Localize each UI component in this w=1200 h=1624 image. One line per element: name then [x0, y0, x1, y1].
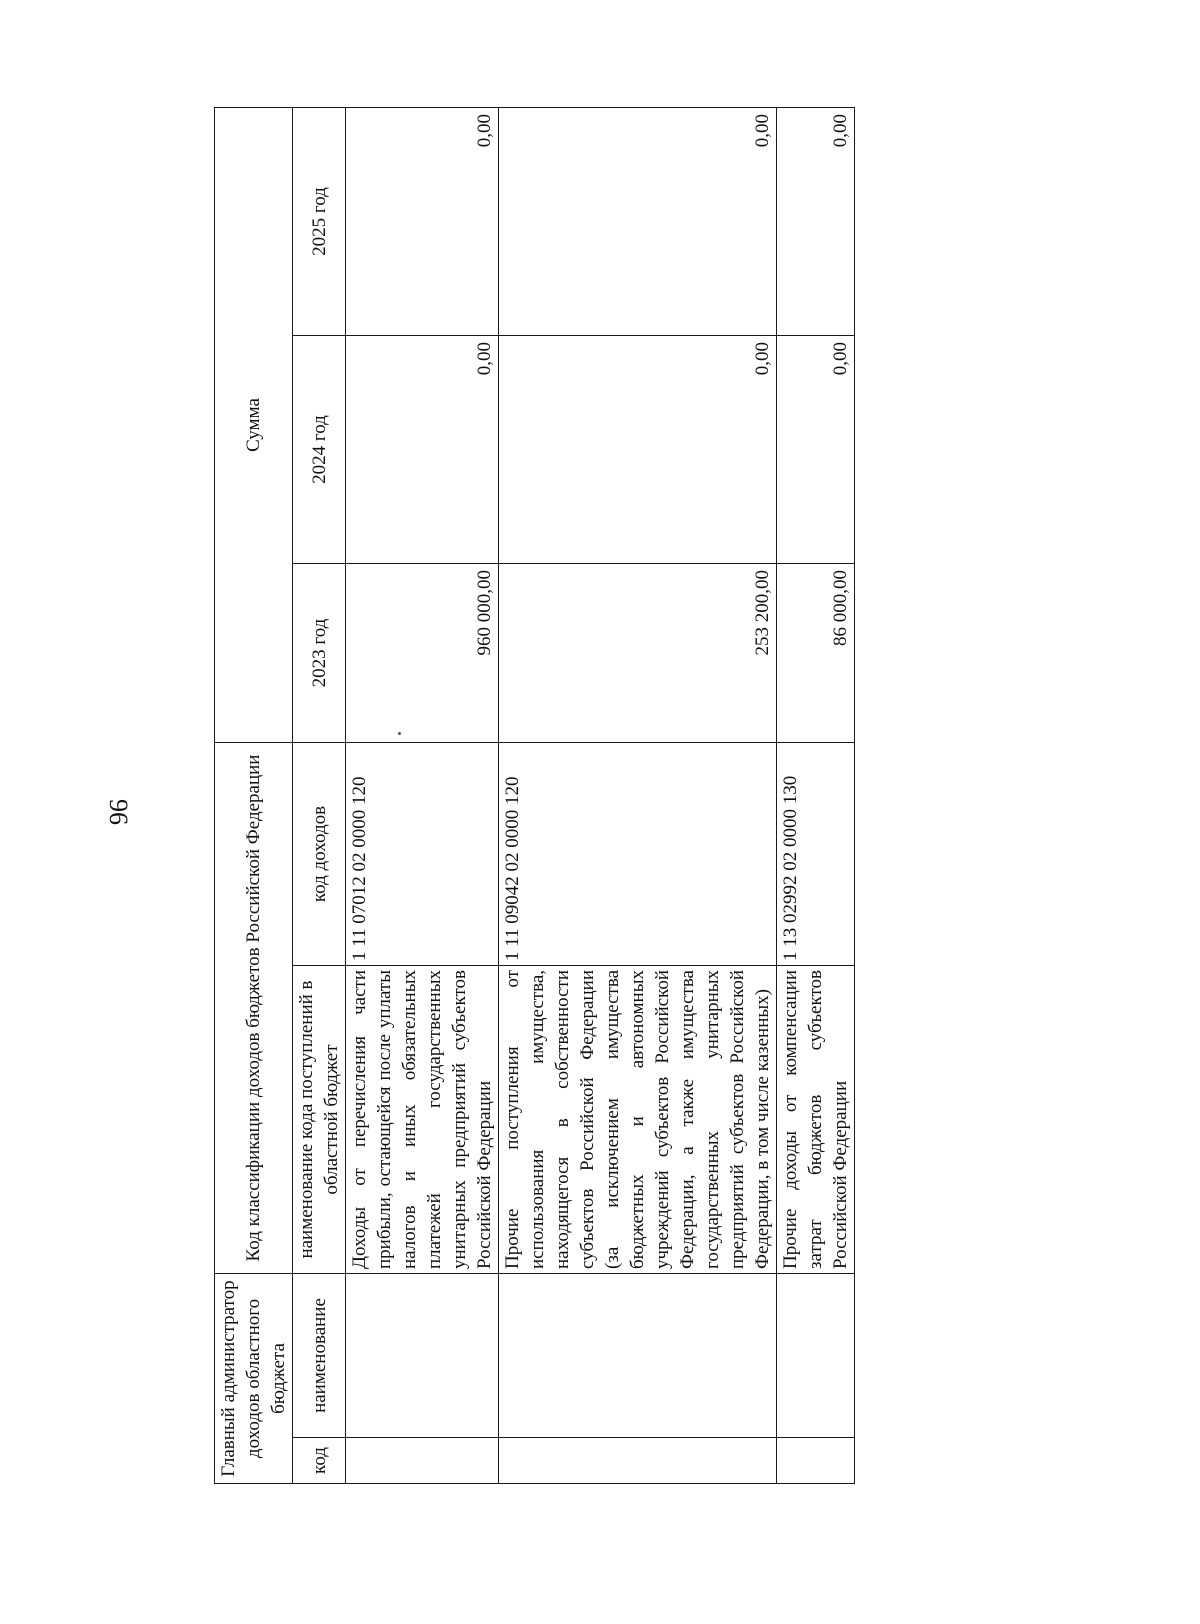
cell-sum-2025: 0,00: [346, 108, 499, 336]
scan-speck: [398, 732, 401, 735]
cell-income-name: Прочие доходы от компенсации затрат бюджетов субъектов Российской Федерации: [777, 966, 855, 1274]
cell-sum-2023: 253 200,00: [499, 564, 777, 743]
cell-admin-code: [777, 1438, 855, 1484]
cell-income-name: Прочие поступления от использования имущества, находящегося в собственности субъектов Российской Федерации (за исключением имущества бюджетных и автономных учреждений субъектов Российской Федерации, а также имущества государственных унитарных предприятий субъектов Российской Федерации, в том числе казенных): [499, 966, 777, 1274]
rotated-table-container: [214, 108, 850, 1484]
cell-sum-2024: 0,00: [777, 336, 855, 564]
cell-income-name: Доходы от перечисления части прибыли, остающейся после уплаты налогов и иных обязательных платежей государственных унитарных предприятий субъектов Российской Федерации: [346, 966, 499, 1274]
cell-admin-name: [499, 1274, 777, 1438]
income-table: [214, 107, 855, 1484]
header-2024: 2024 год: [293, 336, 346, 564]
cell-admin-name: [346, 1274, 499, 1438]
cell-sum-2023: 86 000,00: [777, 564, 855, 743]
table-row: [777, 108, 855, 1484]
cell-admin-code: [499, 1438, 777, 1484]
cell-sum-2024: 0,00: [346, 336, 499, 564]
header-sum-group: Сумма: [215, 108, 293, 743]
header-name: наименование: [293, 1274, 346, 1438]
table-row: [499, 108, 777, 1484]
header-classification-group: Код классификации доходов бюджетов Российской Федерации: [215, 743, 293, 1274]
cell-income-code: 1 11 07012 02 0000 120: [346, 743, 499, 966]
header-income-code: код доходов: [293, 743, 346, 966]
header-row-columns: [293, 108, 346, 1484]
header-code: код: [293, 1438, 346, 1484]
cell-sum-2025: 0,00: [777, 108, 855, 336]
header-2023: 2023 год: [293, 564, 346, 743]
header-income-name: наименование кода поступлений в областной бюджет: [293, 966, 346, 1274]
cell-sum-2024: 0,00: [499, 336, 777, 564]
cell-income-code: 1 13 02992 02 0000 130: [777, 743, 855, 966]
header-admin-group: Главный администратор доходов областного бюджета: [215, 1274, 293, 1484]
cell-admin-code: [346, 1438, 499, 1484]
table-row: [346, 108, 499, 1484]
header-2025: 2025 год: [293, 108, 346, 336]
cell-admin-name: [777, 1274, 855, 1438]
cell-income-code: 1 11 09042 02 0000 120: [499, 743, 777, 966]
cell-sum-2025: 0,00: [499, 108, 777, 336]
page-number: 96: [104, 799, 133, 825]
cell-sum-2023: 960 000,00: [346, 564, 499, 743]
header-row-groups: [215, 108, 293, 1484]
